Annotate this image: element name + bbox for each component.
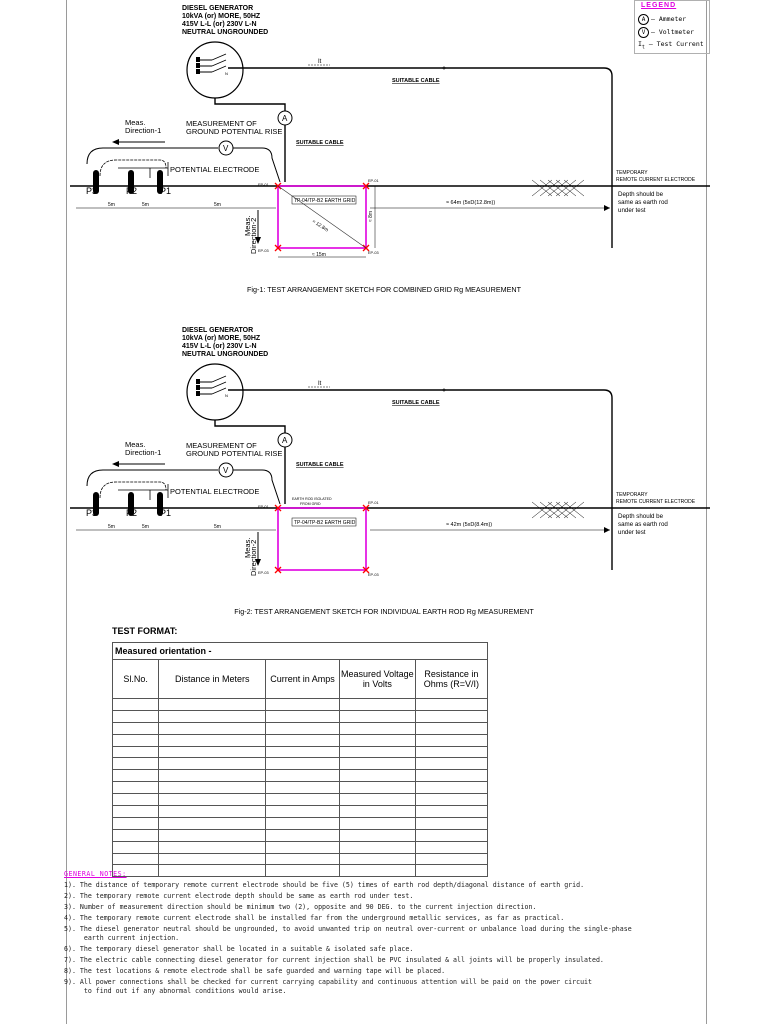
table-cell <box>415 841 487 853</box>
potential-electrode-label: POTENTIAL ELECTRODE <box>170 165 260 174</box>
table-cell <box>159 806 266 818</box>
probe-label-p3: P3 <box>86 508 98 518</box>
table-cell <box>159 782 266 794</box>
distance-label: ≈ 42m (5xD(8.4m)) <box>446 522 493 528</box>
note-item: 9). All power connections shall be checked for current carrying capability and continuous attention will be paid on the power circuit to find out if any abnormal conditions would arise. <box>64 978 592 995</box>
generator-terminal <box>196 385 200 390</box>
table-cell <box>339 817 415 829</box>
table-row <box>113 853 488 865</box>
table-cell <box>266 770 340 782</box>
column-header: Resistance in Ohms (R=V/I) <box>415 660 487 699</box>
probe-label-p2: P2 <box>126 186 138 196</box>
note-item: 4). The temporary remote current electrode shall be installed far from the underground metallic services, as far as practical. <box>64 914 565 923</box>
voltmeter-symbol: V <box>638 27 649 38</box>
generator-terminal <box>196 57 200 62</box>
ep-label: EP-03 <box>368 251 379 255</box>
meas-direction-1-label: Direction-1 <box>125 448 162 457</box>
table-cell <box>113 770 159 782</box>
table-cell <box>113 829 159 841</box>
legend-item-test-current: $I_t$ – Test Current <box>638 40 704 51</box>
bottom-label: ≈ 15m <box>312 252 326 258</box>
legend-item-voltmeter: V – Voltmeter <box>638 27 694 38</box>
table-cell <box>113 782 159 794</box>
general-notes-title: GENERAL NOTES: <box>64 870 127 878</box>
spacing-label: 5m <box>108 524 115 530</box>
depth-note-line: under test <box>618 207 646 214</box>
measurement-label: MEASUREMENT OF <box>186 119 257 128</box>
general-notes <box>64 870 744 998</box>
table-cell <box>266 794 340 806</box>
generator-terminal <box>196 379 200 384</box>
generator-switch <box>212 376 226 382</box>
column-header: Sl.No. <box>113 660 159 699</box>
spacing-label: 5m <box>214 202 221 208</box>
table-cell <box>266 782 340 794</box>
generator-switch <box>212 382 226 388</box>
table-cell <box>113 722 159 734</box>
depth-note-line: under test <box>618 529 646 536</box>
meas-direction-1-label: Meas. <box>125 440 146 449</box>
note-item: 7). The electric cable connecting diesel generator for current injection shall be PVC insulated & all joints will be properly insulated. <box>64 956 604 965</box>
table-row <box>113 746 488 758</box>
suitable-cable-label-mid: SUITABLE CABLE <box>296 462 344 468</box>
table-cell <box>266 710 340 722</box>
table-cell <box>339 758 415 770</box>
table-cell <box>339 806 415 818</box>
meas-direction-2-label: Direction-2 <box>249 539 258 576</box>
generator-switch <box>212 388 226 394</box>
generator-spec-line: 415V L-L (or) 230V L-N <box>182 21 257 28</box>
table-cell <box>159 746 266 758</box>
table-cell <box>159 841 266 853</box>
table-cell <box>159 734 266 746</box>
measured-orientation: Measured orientation - <box>113 643 488 660</box>
table-cell <box>159 699 266 711</box>
voltmeter-letter: V <box>223 466 229 475</box>
suitable-cable-label-mid: SUITABLE CABLE <box>296 140 344 146</box>
meas-direction-2-label: Direction-2 <box>249 217 258 254</box>
side-label: ≈ 8m <box>368 210 374 222</box>
ep-label: EP-01 <box>368 179 379 183</box>
generator-spec-line: 10kVA (or) MORE, 50HZ <box>182 335 261 342</box>
table-cell <box>339 782 415 794</box>
table-cell <box>415 770 487 782</box>
table-cell <box>415 758 487 770</box>
test-format-title: TEST FORMAT: <box>112 626 178 636</box>
table-cell <box>415 817 487 829</box>
depth-note-line: same as earth rod <box>618 199 668 206</box>
generator-terminal <box>196 391 200 396</box>
table-cell <box>159 758 266 770</box>
potential-electrode-label: POTENTIAL ELECTRODE <box>170 487 260 496</box>
depth-note-line: Depth should be <box>618 191 664 198</box>
arrow-head-icon <box>604 527 610 533</box>
probe-label-p1: P1 <box>160 508 172 518</box>
generator-symbol <box>187 364 243 420</box>
note-item: 6). The temporary diesel generator shall be located in a suitable & isolated safe place. <box>64 944 414 953</box>
figure-caption: Fig-2: TEST ARRANGEMENT SKETCH FOR INDIVIDUAL EARTH ROD Rg MEASUREMENT <box>234 607 534 616</box>
ammeter-symbol: A <box>638 14 649 25</box>
meas-direction-1-label: Direction-1 <box>125 126 162 135</box>
voltmeter-letter: V <box>223 144 229 153</box>
ep-label: EP-03 <box>258 249 269 253</box>
meas-direction-2-label: Meas. <box>243 537 252 558</box>
isolated-note: EARTH ROD ISOLATED <box>292 497 332 501</box>
table-cell <box>159 710 266 722</box>
table-cell <box>339 722 415 734</box>
measurement-label: GROUND POTENTIAL RISE <box>186 127 283 136</box>
table-cell <box>159 829 266 841</box>
generator-spec-line: DIESEL GENERATOR <box>182 5 254 12</box>
spacing-label: 5m <box>142 202 149 208</box>
meas-direction-2-label: Meas. <box>243 215 252 236</box>
probe-label-p1: P1 <box>160 186 172 196</box>
table-row <box>113 710 488 722</box>
ep-label: EP-01 <box>258 183 269 187</box>
table-cell <box>159 770 266 782</box>
table-row <box>113 734 488 746</box>
table-row <box>113 722 488 734</box>
figure-1-combined-grid <box>0 0 768 310</box>
table-cell <box>339 841 415 853</box>
table-cell <box>415 806 487 818</box>
generator-spec-line: NEUTRAL UNGROUNDED <box>182 29 269 36</box>
generator-switch <box>212 66 226 72</box>
measurement-label: GROUND POTENTIAL RISE <box>186 449 283 458</box>
table-cell <box>113 710 159 722</box>
depth-note-line: same as earth rod <box>618 521 668 528</box>
arrow-head-icon <box>112 139 119 145</box>
table-cell <box>159 722 266 734</box>
table-cell <box>266 841 340 853</box>
table-row <box>113 699 488 711</box>
generator-switch <box>212 60 226 66</box>
table-cell <box>415 734 487 746</box>
table-row <box>113 806 488 818</box>
generator-spec-line: 10kVA (or) MORE, 50HZ <box>182 13 261 20</box>
table-cell <box>113 841 159 853</box>
column-header: Current in Amps <box>266 660 340 699</box>
ep-label: EP-03 <box>368 573 379 577</box>
table-row <box>113 829 488 841</box>
table-cell <box>266 817 340 829</box>
legend-item-ammeter: A – Ammeter <box>638 14 686 25</box>
test-format-table <box>112 642 488 877</box>
table-cell <box>339 794 415 806</box>
table-cell <box>266 758 340 770</box>
temporary-label: TEMPORARY <box>616 170 648 176</box>
table-cell <box>113 817 159 829</box>
table-cell <box>339 829 415 841</box>
ammeter-letter: A <box>282 436 288 445</box>
note-item: 8). The test locations & remote electrode shall be safe guarded and warning tape will be placed. <box>64 967 446 976</box>
table-cell <box>266 746 340 758</box>
table-cell <box>266 853 340 865</box>
table-cell <box>266 829 340 841</box>
arrow-head-icon <box>112 461 119 467</box>
table-cell <box>415 710 487 722</box>
note-item: 3). Number of measurement direction should be minimum two (2), opposite and 90 DEG. to the current injection direction. <box>64 903 537 912</box>
table-cell <box>113 699 159 711</box>
table-cell <box>339 699 415 711</box>
table-row <box>113 758 488 770</box>
generator-spec-line: DIESEL GENERATOR <box>182 327 254 334</box>
table-cell <box>415 829 487 841</box>
arrow-head-icon <box>604 205 610 211</box>
grid-diagonal <box>278 186 366 248</box>
table-row <box>113 770 488 782</box>
suitable-cable-label-top: SUITABLE CABLE <box>392 400 440 406</box>
generator-spec-line: 415V L-L (or) 230V L-N <box>182 343 257 350</box>
earth-grid-boundary <box>278 508 366 570</box>
table-cell <box>113 806 159 818</box>
meas-direction-1-label: Meas. <box>125 118 146 127</box>
generator-symbol <box>187 42 243 98</box>
table-cell <box>339 746 415 758</box>
table-row <box>113 782 488 794</box>
column-header: Distance in Meters <box>159 660 266 699</box>
table-cell <box>159 817 266 829</box>
note-item: 1). The distance of temporary remote current electrode should be five (5) times of earth rod depth/diagonal distance of earth grid. <box>64 881 585 889</box>
depth-note-line: Depth should be <box>618 513 664 520</box>
table-cell <box>266 722 340 734</box>
test-current-label: It <box>318 381 322 387</box>
ep-label: EP-03 <box>258 571 269 575</box>
table-cell <box>339 853 415 865</box>
table-cell <box>415 782 487 794</box>
table-cell <box>339 770 415 782</box>
generator-terminal <box>196 69 200 74</box>
ep-label: EP-01 <box>258 505 269 509</box>
probe-label-p2: P2 <box>126 508 138 518</box>
probe-label-p3: P3 <box>86 186 98 196</box>
diagonal-label: ≈ 12.8m <box>310 218 330 234</box>
measurement-label: MEASUREMENT OF <box>186 441 257 450</box>
generator-terminal <box>196 63 200 68</box>
temporary-label: TEMPORARY <box>616 492 648 498</box>
ammeter-letter: A <box>282 114 288 123</box>
neutral-label: N <box>225 71 228 76</box>
test-current-label: It <box>318 59 322 65</box>
legend-title: LEGEND <box>641 2 677 9</box>
ep-label: EP-01 <box>368 501 379 505</box>
table-cell <box>113 746 159 758</box>
note-item: 2). The temporary remote current electrode depth should be same as earth rod under test. <box>64 892 414 901</box>
table-cell <box>113 794 159 806</box>
table-row <box>113 841 488 853</box>
earth-grid-label: TP-04/TP-B2 EARTH GRID <box>294 198 356 204</box>
column-header: Measured Voltage in Volts <box>339 660 415 699</box>
distance-label: ≈ 64m (5xD(12.8m)) <box>446 200 496 206</box>
table-cell <box>415 722 487 734</box>
table-cell <box>415 853 487 865</box>
table-cell <box>415 794 487 806</box>
note-item: 5). The diesel generator neutral should be ungrounded, to avoid unwanted trip on neutral over-current or unbalance load during the single-phase earth current injection. <box>64 925 632 942</box>
table-row <box>113 817 488 829</box>
spacing-label: 5m <box>142 524 149 530</box>
table-cell <box>266 699 340 711</box>
figure-caption: Fig-1: TEST ARRANGEMENT SKETCH FOR COMBINED GRID Rg MEASUREMENT <box>247 285 521 294</box>
figure-2-individual-rod <box>0 322 768 632</box>
remote-electrode-label: REMOTE CURRENT ELECTRODE <box>616 177 696 183</box>
table-cell <box>266 806 340 818</box>
table-cell <box>415 746 487 758</box>
table-cell <box>415 699 487 711</box>
suitable-cable-label-top: SUITABLE CABLE <box>392 78 440 84</box>
table-cell <box>339 710 415 722</box>
table-row <box>113 794 488 806</box>
isolated-note: FROM GRID <box>300 502 321 506</box>
generator-spec-line: NEUTRAL UNGROUNDED <box>182 351 269 358</box>
table-cell <box>159 853 266 865</box>
table-cell <box>266 734 340 746</box>
table-cell <box>113 734 159 746</box>
table-cell <box>113 853 159 865</box>
table-header <box>113 660 488 699</box>
table-cell <box>113 758 159 770</box>
earth-grid-label: TP-04/TP-B2 EARTH GRID <box>294 520 356 526</box>
spacing-label: 5m <box>214 524 221 530</box>
neutral-label: N <box>225 393 228 398</box>
spacing-label: 5m <box>108 202 115 208</box>
generator-switch <box>212 54 226 60</box>
remote-electrode-label: REMOTE CURRENT ELECTRODE <box>616 499 696 505</box>
table-cell <box>159 794 266 806</box>
table-cell <box>339 734 415 746</box>
